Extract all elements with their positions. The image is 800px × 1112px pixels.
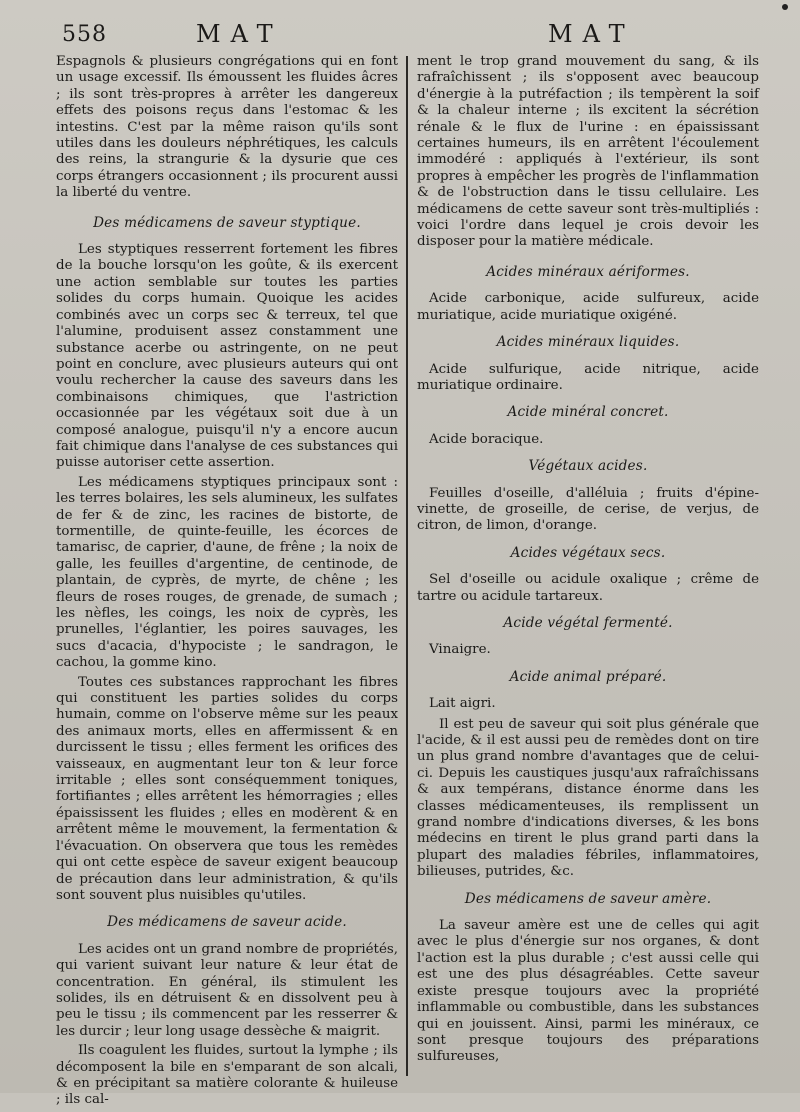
section-heading-bitter: Des médicamens de saveur amère. (464, 890, 712, 907)
ink-speck (782, 4, 788, 10)
list-item: Acide boracique. (429, 431, 544, 447)
paragraph: La saveur amère est une de celles qui agit avec le plus d'énergie sur nos organes, & dont l'action est la plus durable ; c'est aussi celle qui est une des plus désagréables. Cette saveur existe presque toujours avec la propriété inflammable ou combustible, dans les substances qui en jouissent. Ainsi, parmi les minéraux, ce sont presque toujours des préparations sulfureuses, (417, 918, 759, 1065)
page-number: 558 (62, 22, 107, 47)
paragraph: Toutes ces substances rapprochant les fibres qui constituent les parties solides du corps humain, comme on l'observe même sur les peaux des animaux morts, elles en affermissent & en durcissent le tissu ; elles ferment les orifices des vaisseaux, en augmentant leur ton & leur force irritable ; elles sont conséquemment toniques, fortifiantes ; elles arrêtent les hémorragies ; elles épaississent les fluides ; elles en modèrent & en arrêtent même le mouvement, la fermentation & l'évacuation. On observera que tous les remèdes qui ont cette espèce de saveur exigent beaucoup de précaution dans leur administration, & qu'ils sont souvent plus nuisibles qu'utiles. (56, 674, 398, 903)
paragraph: ment le trop grand mouvement du sang, & ils rafraîchissent ; ils s'opposent avec beaucoup d'énergie à la putréfaction ; ils tempèrent la soif & la chaleur interne ; ils excitent la sécrétion rénale & le flux de l'urine : en épaississant certaines humeurs, ils en arrêtent l'écoulement immodéré : appliqués à l'extérieur, ils sont propres à empêcher les progrès de l'inflammation & de l'obstruction dans le tissu cellulaire. Les médicamens de cette saveur sont très-multipliés : voici l'ordre dans lequel je crois devoir les disposer pour la matière médicale. (417, 54, 759, 250)
subheading-vegetable-acids: Végétaux acides. (528, 458, 648, 475)
paragraph: Les médicamens styptiques principaux sont : les terres bolaires, les sels alumineux, les sulfates de fer & de zinc, les racines de bistorte, de tormentille, de quinte-feuille, les écorces de tamarisc, de caprier, d'aune, de frêne ; la noix de galle, les feuilles d'argentine, de centinode, de plantain, de cyprès, de myrte, de chêne ; les fleurs de roses rouges, de grenade, de sumach ; les nèfles, les coings, les noix de cyprès, les prunelles, l'églantier, les poires sauvages, les sucs d'acacia, d'hypociste ; le sandragon, le cachou, la gomme kino. (56, 474, 398, 671)
running-head-right: MAT (548, 20, 635, 48)
paragraph: Ils coagulent les fluides, surtout la lymphe ; ils décomposent la bile en s'emparant de son alcali, & en précipitant sa matière colorante & huileuse ; ils cal- (56, 1043, 398, 1108)
subheading-fermented-acid: Acide végétal fermenté. (503, 614, 673, 631)
section-heading-styptic: Des médicamens de saveur styptique. (93, 214, 361, 231)
paragraph: Il est peu de saveur qui soit plus générale que l'acide, & il est aussi peu de remèdes dont on tire un plus grand nombre d'avantages que de celui-ci. Depuis les caustiques jusqu'aux rafraîchissans & aux tempérans, distance énorme dans les classes médicamenteuses, ils remplissent un grand nombre d'indications diverses, & les bons médecins en tirent le plus grand parti dans la plupart des maladies fébriles, inflammatoires, bilieuses, putrides, &c. (417, 716, 759, 880)
paragraph: Les styptiques resserrent fortement les fibres de la bouche lorsqu'on les goûte, & ils exercent une action semblable sur toutes les parties solides du corps humain. Quoique les acides combinés avec un corps sec & terreux, tel que l'alumine, produisent assez constamment une substance acerbe ou astringente, on ne peut point en conclure, avec plusieurs auteurs qui ont voulu rechercher la cause des saveurs dans les combinaisons chimiques, que l'astriction occasionnée par les végétaux soit due à un composé analogue, puisqu'il n'y a encore aucun fait chimique dans l'analyse de ces substances qui puisse autoriser cette assertion. (56, 242, 398, 471)
left-column (56, 54, 398, 1112)
subheading-animal-acid: Acide animal préparé. (509, 668, 667, 685)
running-head-left: MAT (196, 20, 283, 48)
paragraph: Les acides ont un grand nombre de propriétés, qui varient suivant leur nature & leur état de concentration. En général, ils stimulent les solides, ils en détruisent & en dissolvent peu à peu le tissu ; ils commencent par les resserrer & les durcir ; leur long usage dessèche & maigrit. (56, 941, 398, 1039)
list-item: Acide sulfurique, acide nitrique, acide muriatique ordinaire. (417, 361, 759, 393)
list-item: Acide carbonique, acide sulfureux, acide muriatique, acide muriatique oxigéné. (417, 291, 759, 323)
subheading-mineral-concrete: Acide minéral concret. (507, 404, 669, 421)
column-rule (406, 56, 408, 1076)
subheading-mineral-liquid: Acides minéraux liquides. (496, 334, 680, 351)
section-heading-acid: Des médicamens de saveur acide. (107, 914, 347, 931)
subheading-mineral-aeriform: Acides minéraux aériformes. (486, 263, 690, 280)
subheading-dry-vegetable-acids: Acides végétaux secs. (510, 544, 666, 561)
right-column (417, 54, 759, 1069)
list-item: Vinaigre. (429, 642, 491, 658)
page-header (0, 18, 800, 52)
list-item: Lait aigri. (429, 696, 496, 712)
list-item: Feuilles d'oseille, d'alléluia ; fruits d'épine-vinette, de groseille, de cerise, de verjus, de citron, de limon, d'orange. (417, 485, 759, 534)
paragraph: Espagnols & plusieurs congrégations qui en font un usage excessif. Ils émoussent les fluides âcres ; ils sont très-propres à arrêter les dangereux effets des poisons reçus dans l'estomac & les intestins. C'est par la même raison qu'ils sont utiles dans les douleurs néphrétiques, les calculs des reins, la strangurie & la dysurie que ces corps étrangers occasionnent ; ils procurent aussi la liberté du ventre. (56, 54, 398, 201)
list-item: Sel d'oseille ou acidule oxalique ; crême de tartre ou acidule tartareux. (417, 572, 759, 604)
